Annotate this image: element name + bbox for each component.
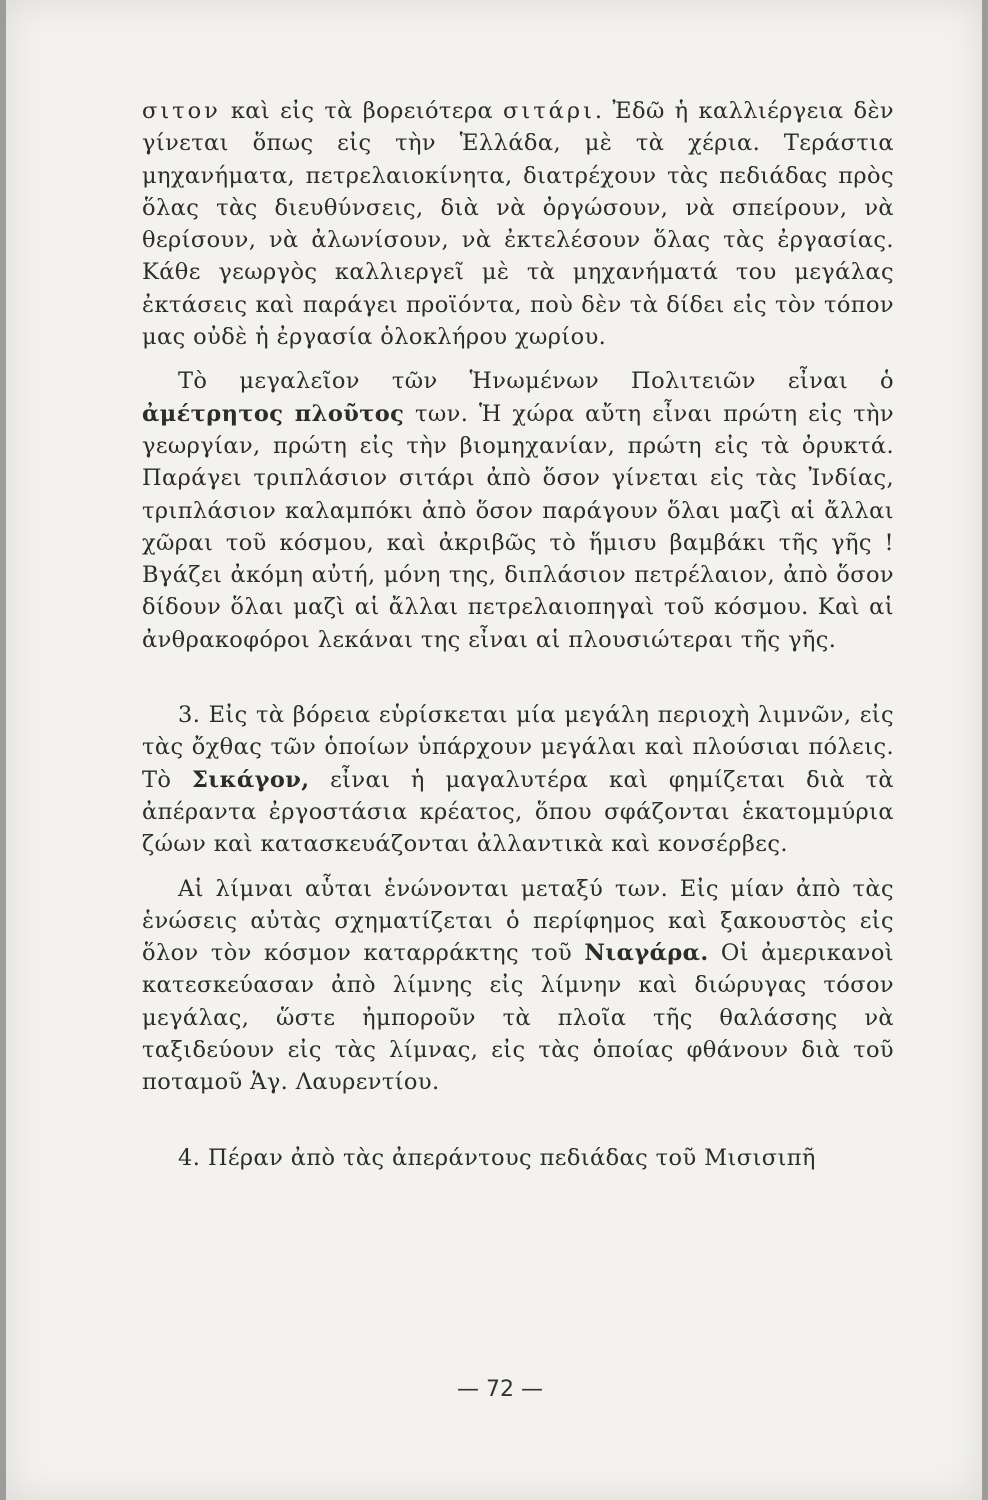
paragraph-4 — [142, 873, 894, 1099]
paragraph-text: εἶναι ἡ μαγαλυτέρα καὶ φημίζεται διὰ τὰ ἀπέραντα ἐργοστάσια κρέατος, ὅπου σφάζονται ἑκατομμύρια ζώων καὶ κατασκευάζονται ἀλλαντικὰ καὶ κονσέρβες. — [142, 766, 895, 858]
paragraph-text: Αἱ λίμναι αὗται ἑνώνονται μεταξύ των. Εἰς μίαν ἀπὸ τὰς ἑνώσεις αὐτὰς σχηματίζεται ὁ περίφημος καὶ ξακουστὸς εἰς ὅλον τὸν κόσμον καταρράκτης τοῦ — [142, 875, 894, 967]
paragraph-5: 4. Πέραν ἀπὸ τὰς ἀπεράντους πεδιάδας τοῦ Μισισιπῆ — [178, 1144, 816, 1171]
page-number: — 72 — — [457, 1377, 543, 1402]
paragraph-1 — [142, 95, 894, 353]
paragraph-text: Οἱ ἀμερικανοὶ κατεσκεύασαν ἀπὸ λίμνης εἰς λίμνην καὶ διώρυγας τόσον μεγάλας, ὥστε ἠμποροῦν τὰ πλοῖα τῆς θαλάσσης νὰ ταξιδεύουν εἰς τὰς λίμνας, εἰς τὰς ὁποίας φθάνουν διὰ τοῦ ποταμοῦ Ἁγ. Λαυρεντίου. — [142, 940, 894, 1096]
page-body — [142, 95, 894, 1174]
paragraph-text: καὶ εἰς τὰ βορειότερα — [220, 98, 504, 124]
paragraph-2 — [142, 365, 894, 656]
paragraph-text: . Ἐδῶ ἡ καλλιέργεια δὲν γίνεται ὅπως εἰς τὴν Ἑλλάδα, μὲ τὰ χέρια. Τεράστια μηχανήματα, πετρελαιοκίνητα, διατρέχουν τὰς πεδιάδας πρὸς ὅλας τὰς διευθύνσεις, διὰ νὰ ὀργώσουν, νὰ σπείρουν, νὰ θερίσουν, νὰ ἀλωνίσουν, νὰ ἐκτελέσουν ὅλας τὰς ἐργασίας. Κάθε γεωργὸς καλλιεργεῖ μὲ τὰ μηχανήματά του μεγάλας ἐκτάσεις καὶ παράγει προϊόντα, ποὺ δὲν τὰ δίδει εἰς τὸν τόπον μας οὐδὲ ἡ ἐργασία ὁλοκλήρου χωρίου. — [142, 98, 894, 351]
paragraph-text: 3. Εἰς τὰ βόρεια εὑρίσκεται μία μεγάλη περιοχὴ λιμνῶν, εἰς τὰς ὄχθας τῶν ὁποίων ὑπάρχουν μεγάλαι καὶ πλούσιαι πόλεις. Τὸ — [142, 702, 894, 793]
emphasis-text: Νιαγάρα. — [584, 940, 709, 967]
paragraph-text: Τὸ μεγαλεῖον τῶν Ἡνωμένων Πολιτειῶν εἶναι ὁ — [178, 368, 894, 395]
spaced-word: σιτάρι — [503, 98, 595, 124]
emphasis-text: Σικάγον, — [192, 766, 310, 793]
emphasis-text: ἀμέτρητος πλοῦτος — [142, 400, 405, 427]
book-page — [6, 0, 982, 1500]
spaced-word: σιτον — [142, 98, 221, 124]
paragraph-3 — [142, 699, 894, 860]
paragraph-text: των. Ἡ χώρα αὔτη εἶναι πρώτη εἰς τὴν γεωργίαν, πρώτη εἰς τὴν βιομηχανίαν, πρώτη εἰς τὰ ὀρυκτά. Παράγει τριπλάσιον σιτάρι ἀπὸ ὅσον γίνεται εἰς τὰς Ἰνδίας, τριπλάσιον καλαμπόκι ἀπὸ ὅσον παράγουν ὅλαι μαζὶ αἱ ἄλλαι χῶραι τοῦ κόσμου, καὶ ἀκριβῶς τὸ ἥμισυ βαμβάκι τῆς γῆς ! Βγάζει ἀκόμη αὐτή, μόνη της, διπλάσιον πετρέλαιον, ἀπὸ ὅσον δίδουν ὅλαι μαζὶ αἱ ἄλλαι πετρελαιοπηγαὶ τοῦ κόσμου. Καὶ αἱ ἀνθρακοφόροι λεκάναι της εἶναι αἱ πλουσιώτεραι τῆς γῆς. — [142, 400, 894, 653]
